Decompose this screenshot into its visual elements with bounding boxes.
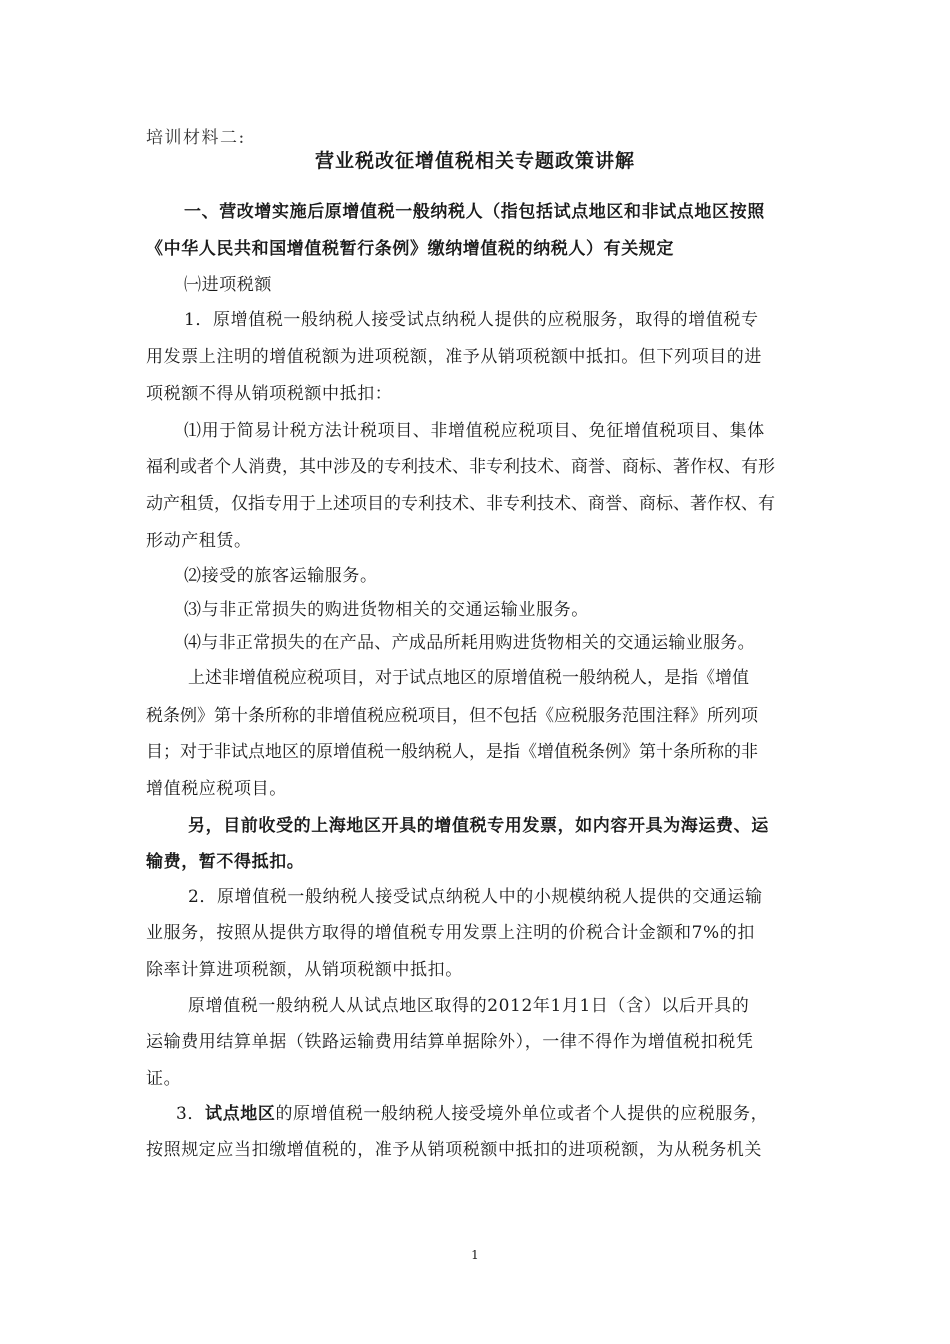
exclusion-4: ⑷与非正常损失的在产品、产成品所耗用购进货物相关的交通运输业服务。 — [184, 633, 755, 653]
non-taxable-note-line-3: 目；对于非试点地区的原增值税一般纳税人，是指《增值税条例》第十条所称的非 — [146, 742, 758, 762]
non-taxable-note-line-2: 税条例》第十条所称的非增值税应税项目，但不包括《应税服务范围注释》所列项 — [146, 706, 758, 726]
document-title: 营业税改征增值税相关专题政策讲解 — [314, 150, 635, 172]
item3-line-1-rest: 的原增值税一般纳税人接受境外单位或者个人提供的应税服务， — [275, 1104, 769, 1124]
item2-note-line-3: 证。 — [146, 1069, 182, 1089]
page-number: 1 — [471, 1248, 479, 1262]
subsection-heading: ㈠进项税额 — [184, 275, 272, 295]
exclusion-1-line-1: ⑴用于简易计税方法计税项目、非增值税应税项目、免征增值税项目、集体 — [184, 421, 765, 441]
item3-number: 3． — [176, 1104, 206, 1124]
item2-note-line-2: 运输费用结算单据（铁路运输费用结算单据除外），一律不得作为增值税扣税凭 — [146, 1032, 754, 1052]
non-taxable-note-line-4: 增值税应税项目。 — [146, 779, 287, 799]
item1-line-2: 用发票上注明的增值税额为进项税额，准予从销项税额中抵扣。但下列项目的进 — [146, 347, 762, 367]
section-heading-line-1: 一、营改增实施后原增值税一般纳税人（指包括试点地区和非试点地区按照 — [184, 202, 765, 222]
document-label: 培训材料二: — [146, 128, 246, 148]
item3-line-2: 按照规定应当扣缴增值税的，准予从销项税额中抵扣的进项税额，为从税务机关 — [146, 1140, 762, 1160]
section-heading-line-2: 《中华人民共和国增值税暂行条例》缴纳增值税的纳税人）有关规定 — [146, 239, 674, 259]
exclusion-1-line-3: 动产租赁，仅指专用于上述项目的专利技术、非专利技术、商誉、商标、著作权、有 — [146, 494, 775, 514]
item2-line-1: 2．原增值税一般纳税人接受试点纳税人中的小规模纳税人提供的交通运输 — [188, 887, 763, 907]
shanghai-note-line-2: 输费，暂不得抵扣。 — [146, 852, 305, 872]
exclusion-2: ⑵接受的旅客运输服务。 — [184, 566, 378, 586]
exclusion-3: ⑶与非正常损失的购进货物相关的交通运输业服务。 — [184, 600, 589, 620]
item2-line-2: 业服务，按照从提供方取得的增值税专用发票上注明的价税合计金额和7%的扣 — [146, 923, 755, 943]
shanghai-note-line-1: 另，目前收受的上海地区开具的增值税专用发票，如内容开具为海运费、运 — [188, 816, 769, 836]
exclusion-1-line-2: 福利或者个人消费，其中涉及的专利技术、非专利技术、商誉、商标、著作权、有形 — [146, 457, 775, 477]
item3-bold-term: 试点地区 — [205, 1104, 276, 1124]
exclusion-1-line-4: 形动产租赁。 — [146, 531, 252, 551]
item2-line-3: 除率计算进项税额，从销项税额中抵扣。 — [146, 960, 463, 980]
item1-line-3: 项税额不得从销项税额中抵扣： — [146, 384, 393, 404]
item2-note-line-1: 原增值税一般纳税人从试点地区取得的2012年1月1日（含）以后开具的 — [188, 996, 750, 1016]
item1-line-1: 1．原增值税一般纳税人接受试点纳税人提供的应税服务，取得的增值税专 — [184, 310, 759, 330]
item3-line-1 — [176, 1104, 768, 1124]
non-taxable-note-line-1: 上述非增值税应税项目，对于试点地区的原增值税一般纳税人，是指《增值 — [188, 668, 749, 688]
